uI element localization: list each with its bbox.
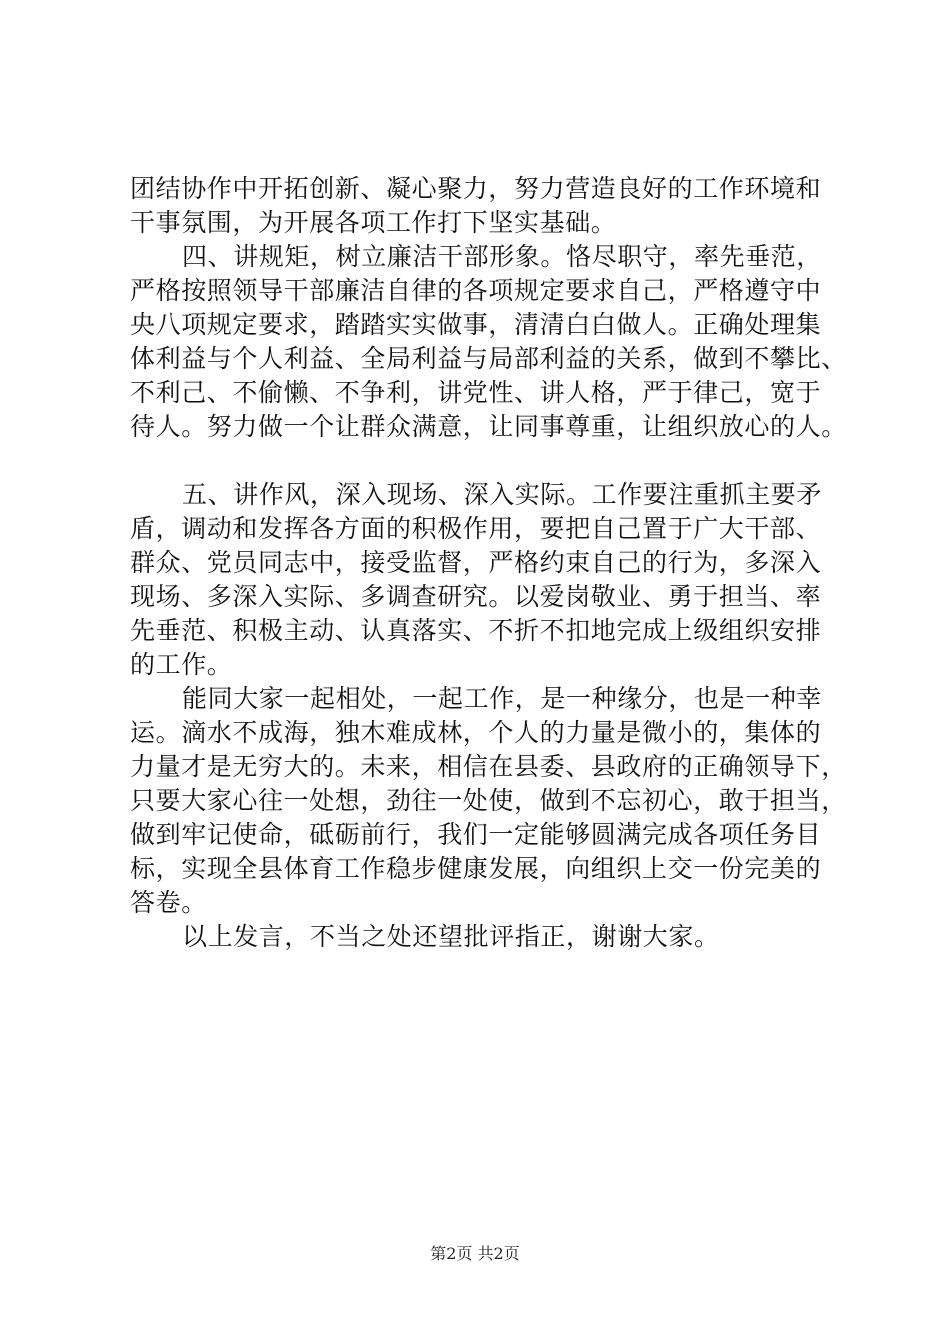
- body-line: 先垂范、积极主动、认真落实、不折不扣地完成上级组织安排: [130, 616, 822, 645]
- body-line: 待人。努力做一个让群众满意，让同事尊重，让组织放心的人。: [130, 412, 847, 441]
- body-line: 答卷。: [130, 888, 207, 917]
- body-line: 做到牢记使命，砥砺前行，我们一定能够圆满完成各项任务目: [130, 820, 822, 849]
- body-line: 体利益与个人利益、全局利益与局部利益的关系，做到不攀比、: [130, 344, 847, 373]
- body-line: 群众、党员同志中，接受监督，严格约束自己的行为，多深入: [130, 548, 822, 577]
- body-line: 盾，调动和发挥各方面的积极作用，要把自己置于广大干部、: [130, 514, 822, 543]
- body-line: 团结协作中开拓创新、凝心聚力，努力营造良好的工作环境和: [130, 174, 822, 203]
- body-line: 运。滴水不成海，独木难成林，个人的力量是微小的，集体的: [130, 718, 822, 747]
- body-line: 的工作。: [130, 650, 233, 679]
- paragraph-start-line: 五、讲作风，深入现场、深入实际。工作要注重抓主要矛: [182, 480, 823, 509]
- paragraph-start-line: 以上发言，不当之处还望批评指正，谢谢大家。: [182, 922, 720, 951]
- body-line: 现场、多深入实际、多调查研究。以爱岗敬业、勇于担当、率: [130, 582, 822, 611]
- body-line: 不利己、不偷懒、不争利，讲党性、讲人格，严于律己，宽于: [130, 378, 822, 407]
- body-line: 严格按照领导干部廉洁自律的各项规定要求自己，严格遵守中: [130, 276, 822, 305]
- page-number-footer: 第2页 共2页: [430, 1244, 520, 1263]
- body-line: 标，实现全县体育工作稳步健康发展，向组织上交一份完美的: [130, 854, 822, 883]
- body-line: 央八项规定要求，踏踏实实做事，清清白白做人。正确处理集: [130, 310, 822, 339]
- document-body: [130, 172, 847, 954]
- body-line: 只要大家心往一处想，劲往一处使，做到不忘初心，敢于担当，: [130, 786, 847, 815]
- paragraph-start-line: 能同大家一起相处，一起工作，是一种缘分，也是一种幸: [182, 684, 823, 713]
- paragraph-gap: [130, 444, 830, 478]
- body-line: 干事氛围，为开展各项工作打下坚实基础。: [130, 208, 617, 237]
- paragraph-start-line: 四、讲规矩，树立廉洁干部形象。恪尽职守，率先垂范，: [182, 242, 823, 271]
- body-line: 力量才是无穷大的。未来，相信在县委、县政府的正确领导下，: [130, 752, 847, 781]
